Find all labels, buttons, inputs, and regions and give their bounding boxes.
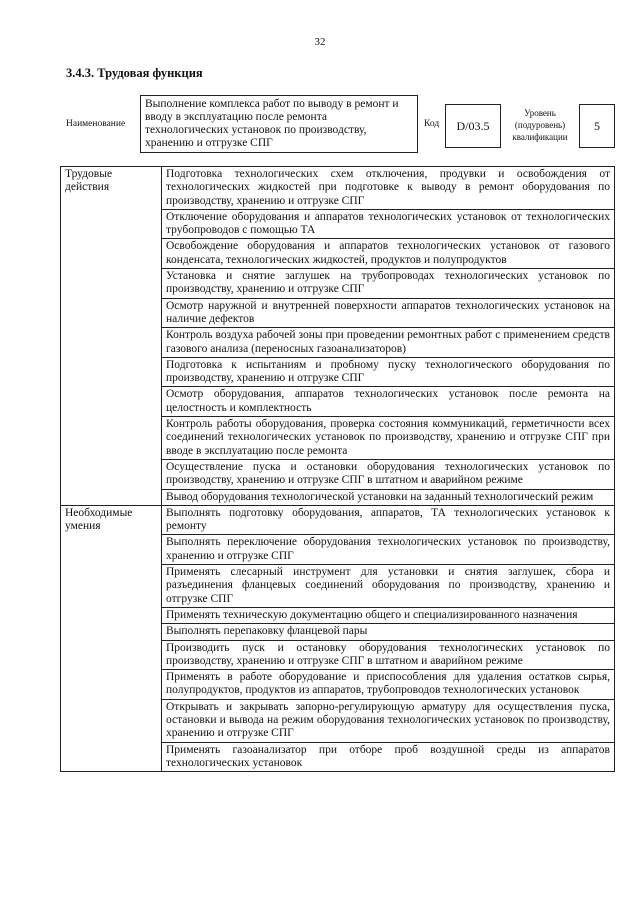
code-label: Код bbox=[424, 119, 440, 129]
labor-actions-item: Установка и снятие заглушек на трубопроводах технологических установок по производству, хранению и отгрузке СПГ bbox=[162, 269, 615, 299]
function-name-box: Выполнение комплекса работ по выводу в ремонт и вводу в эксплуатацию после ремонта технологических установок по производству, хранению и отгрузке СПГ bbox=[140, 95, 418, 153]
required-skills-item: Применять техническую документацию общего и специализированного назначения bbox=[162, 607, 615, 623]
labor-actions-item: Контроль работы оборудования, проверка состояния коммуникаций, герметичности всех соединений технологических установок по производству, хранению и отгрузке СПГ при вводе в эксплуатацию после ремонта bbox=[162, 417, 615, 460]
labor-actions-row bbox=[61, 167, 615, 210]
labor-actions-item: Контроль воздуха рабочей зоны при проведении ремонтных работ с применением средств газового анализа (переносных газоанализаторов) bbox=[162, 328, 615, 358]
labor-actions-item: Освобождение оборудования и аппаратов технологических установок от газового конденсата, технологических жидкостей, продуктов и полупродуктов bbox=[162, 239, 615, 269]
name-label: Наименование bbox=[66, 119, 126, 129]
labor-actions-item: Подготовка к испытаниям и пробному пуску технологического оборудования по производству, хранению и отгрузке СПГ bbox=[162, 357, 615, 387]
labor-actions-item: Вывод оборудования технологической установки на заданный технологический режим bbox=[162, 489, 615, 505]
labor-actions-item: Осуществление пуска и остановки оборудования технологических установок по производству, хранению и отгрузке СПГ в штатном и аварийном режиме bbox=[162, 459, 615, 489]
required-skills-item: Выполнять перепаковку фланцевой пары bbox=[162, 624, 615, 640]
labor-actions-item: Осмотр наружной и внутренней поверхности аппаратов технологических установок на наличие дефектов bbox=[162, 298, 615, 328]
required-skills-item: Применять газоанализатор при отборе проб воздушной среды из аппаратов технологических установок bbox=[162, 742, 615, 772]
required-skills-row bbox=[61, 505, 615, 535]
labor-actions-item: Отключение оборудования и аппаратов технологических установок от технологических трубопроводов с помощью ТА bbox=[162, 209, 615, 239]
labor-actions-item: Осмотр оборудования, аппаратов технологических установок после ремонта на целостность и комплектность bbox=[162, 387, 615, 417]
qualification-level-box: 5 bbox=[579, 104, 615, 148]
required-skills-category-label: Необходимые умения bbox=[61, 505, 162, 771]
page-number: 32 bbox=[314, 36, 326, 48]
labor-actions-item: Подготовка технологических схем отключения, продувки и освобождения от технологических жидкостей при подготовке к выводу в ремонт оборудования по производству, хранению и отгрузке СПГ bbox=[162, 167, 615, 210]
labor-actions-category-label: Трудовые действия bbox=[61, 167, 162, 506]
required-skills-item: Открывать и закрывать запорно-регулирующую арматуру для осуществления пуска, остановки и вывода на режим оборудования технологических установок по производству, хранению и отгрузке СПГ bbox=[162, 699, 615, 742]
required-skills-item: Производить пуск и остановку оборудования технологических установок по производству, хранению и отгрузке СПГ в штатном и аварийном режиме bbox=[162, 640, 615, 670]
required-skills-item: Выполнять подготовку оборудования, аппаратов, ТА технологических установок к ремонту bbox=[162, 505, 615, 535]
section-title: 3.4.3. Трудовая функция bbox=[66, 66, 203, 80]
required-skills-item: Применять слесарный инструмент для установки и снятия заглушек, сбора и разъединения фланцевых соединений оборудования по производству, хранению и отгрузке СПГ bbox=[162, 565, 615, 608]
code-value-box: D/03.5 bbox=[445, 104, 501, 148]
required-skills-item: Выполнять переключение оборудования технологических установок по производству, хранению и отгрузке СПГ bbox=[162, 535, 615, 565]
required-skills-item: Применять в работе оборудование и приспособления для удаления остатков сырья, полупродуктов, продуктов из аппаратов, трубопроводов технологических установок bbox=[162, 670, 615, 700]
qualification-level-label: Уровень (подуровень) квалификации bbox=[512, 108, 568, 142]
function-details-table bbox=[60, 166, 615, 772]
